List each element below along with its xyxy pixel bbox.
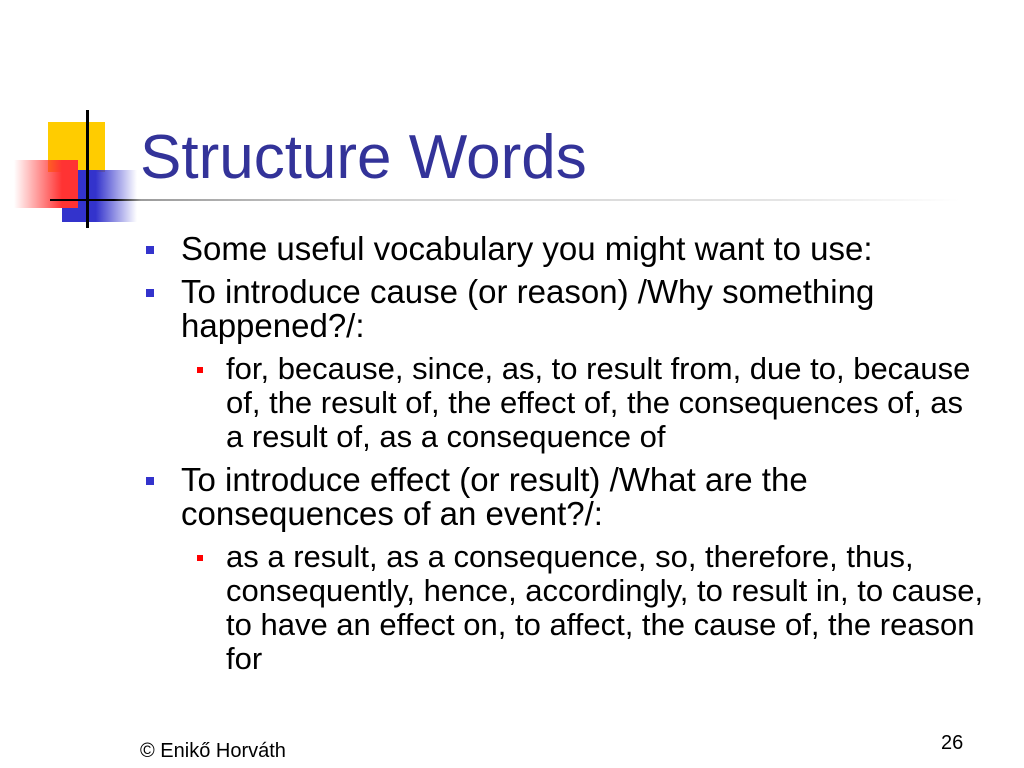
sub-bullet-text-line: for, because, since, as, to result from, due to, because xyxy=(226,351,971,386)
sub-bullet-text-line: for xyxy=(226,641,263,676)
bullet-item xyxy=(0,275,1024,343)
sub-bullet-item xyxy=(0,352,1024,454)
bullet-marker xyxy=(146,246,154,254)
bullet-list xyxy=(0,232,1024,676)
title-underline xyxy=(50,199,960,201)
sub-bullet-text-line: of, the result of, the effect of, the consequences of, as xyxy=(226,385,964,420)
logo-vertical-line xyxy=(86,110,89,228)
slide-number: 26 xyxy=(941,732,964,754)
footer-copyright: © Enikő Horváth xyxy=(140,740,286,762)
bullet-text-line: To introduce effect (or result) /What are the xyxy=(181,461,808,498)
bullet-item xyxy=(0,463,1024,531)
sub-bullet-marker xyxy=(197,367,203,373)
slide-logo xyxy=(0,0,140,232)
sub-bullet-text-line: consequently, hence, accordingly, to result in, to cause, xyxy=(226,573,984,608)
bullet-item xyxy=(0,232,1024,266)
bullet-text-line: happened?/: xyxy=(181,307,365,344)
bullet-text-line: Some useful vocabulary you might want to use: xyxy=(181,230,873,267)
bullet-marker xyxy=(146,289,154,297)
sub-bullet-marker xyxy=(197,555,203,561)
sub-bullet-item xyxy=(0,540,1024,676)
bullet-text-line: consequences of an event?/: xyxy=(181,495,603,532)
bullet-marker xyxy=(146,477,154,485)
slide-title: Structure Words xyxy=(140,123,587,192)
sub-bullet-text-line: to have an effect on, to affect, the cause of, the reason xyxy=(226,607,975,642)
sub-bullet-text-line: a result of, as a consequence of xyxy=(226,419,666,454)
bullet-text-line: To introduce cause (or reason) /Why something xyxy=(181,273,875,310)
sub-bullet-text-line: as a result, as a consequence, so, therefore, thus, xyxy=(226,539,914,574)
